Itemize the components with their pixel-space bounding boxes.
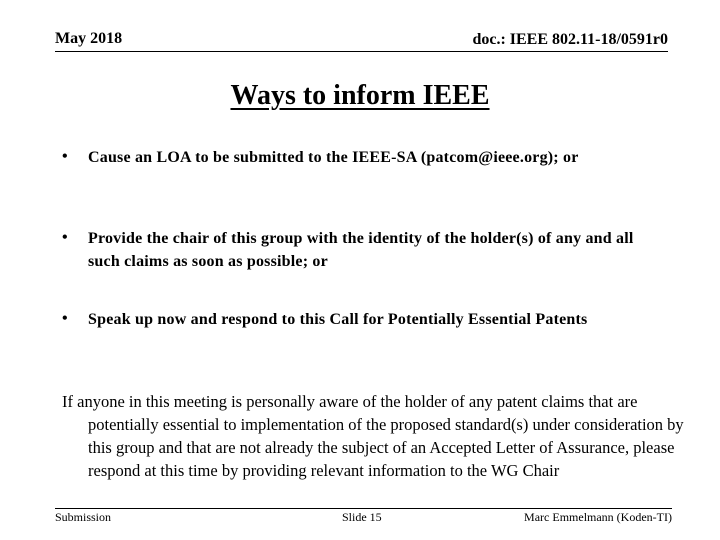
- header-date: May 2018: [55, 30, 123, 47]
- footer-divider: [55, 508, 672, 509]
- bullet-icon: •: [62, 310, 68, 327]
- footer-author: Marc Emmelmann (Koden-TI): [524, 510, 672, 524]
- bullet-item-3: [62, 308, 662, 331]
- footer-slide-number: Slide 15: [342, 510, 382, 524]
- header-doc-id: doc.: IEEE 802.11-18/0591r0: [472, 31, 668, 48]
- bullet-icon: •: [62, 148, 68, 165]
- footer-submission: Submission: [55, 510, 112, 524]
- bullet-text: Speak up now and respond to this Call for Potentially Essential Patents: [88, 311, 588, 328]
- body-paragraph: If anyone in this meeting is personally aware of the holder of any patent claims that are potentially essential to implementation of the proposed standard(s) under consideration by this group and that are not already the subject of an Accepted Letter of Assurance, please respond at this time by providing relevant information to the WG Chair: [62, 392, 684, 480]
- header-divider: [55, 51, 668, 52]
- bullet-item-1: [62, 146, 662, 169]
- bullet-item-2: [62, 227, 662, 273]
- bullet-text: Provide the chair of this group with the identity of the holder(s) of any and all such claims as soon as possible; or: [88, 230, 634, 270]
- bullet-text: Cause an LOA to be submitted to the IEEE-SA (patcom@ieee.org); or: [88, 149, 579, 166]
- slide-title: Ways to inform IEEE: [230, 80, 490, 111]
- bullet-icon: •: [62, 229, 68, 246]
